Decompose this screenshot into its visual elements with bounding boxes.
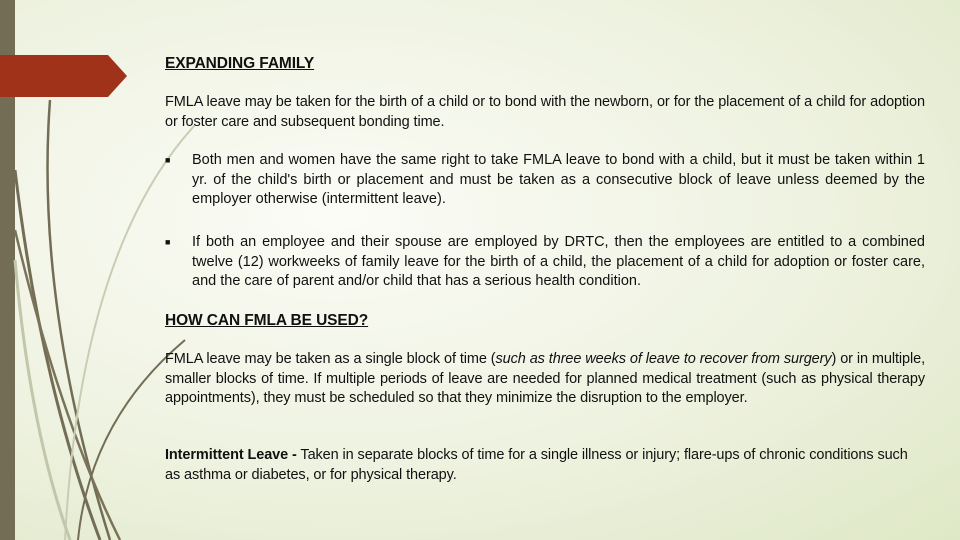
usage-paragraph: [165, 350, 925, 409]
heading-expanding-family: EXPANDING FAMILY: [165, 55, 315, 72]
bullet-text: Both men and women have the same right to take FMLA leave to bond with a child, but it must be taken within 1 yr. of the child's birth or placement and must be taken as a consecutive block of leave unless deemed by the employer otherwise (intermittent leave).: [192, 152, 925, 208]
expanding-family-intro: FMLA leave may be taken for the birth of a child or to bond with the newborn, or for the placement of a child for adoption or foster care and subsequent bonding time.: [165, 94, 925, 130]
usage-text-end: ) or in multiple, smaller blocks of time. If multiple periods of leave are needed for planned medical treatment (such as physical therapy appointments), they must be scheduled so that they minimize the disruption to the employer.: [165, 351, 926, 407]
bullet-item: [165, 233, 925, 292]
heading-how-can-fmla-be-used: HOW CAN FMLA BE USED?: [165, 312, 369, 329]
section-arrow-marker: [0, 55, 130, 97]
usage-text-start: FMLA leave may be taken as a single block of time (: [165, 351, 496, 367]
bullet-text: If both an employee and their spouse are employed by DRTC, then the employees are entitled to a combined twelve (12) workweeks of family leave for the birth of a child, the placement of a child for adoption or foster care, and the care of parent and/or child that has a serious health condition.: [192, 234, 925, 290]
intermittent-leave-paragraph: [165, 446, 925, 485]
bullet-square-icon: ■: [165, 155, 171, 165]
intermittent-leave-label: Intermittent Leave -: [165, 447, 297, 463]
intermittent-leave-text: Taken in separate blocks of time for a single illness or injury; flare-ups of chronic conditions such as asthma or diabetes, or for physical therapy.: [165, 447, 908, 483]
usage-text-italic: such as three weeks of leave to recover from surgery: [495, 351, 832, 367]
bullet-square-icon: ■: [165, 237, 171, 247]
bullet-item: [165, 151, 925, 210]
